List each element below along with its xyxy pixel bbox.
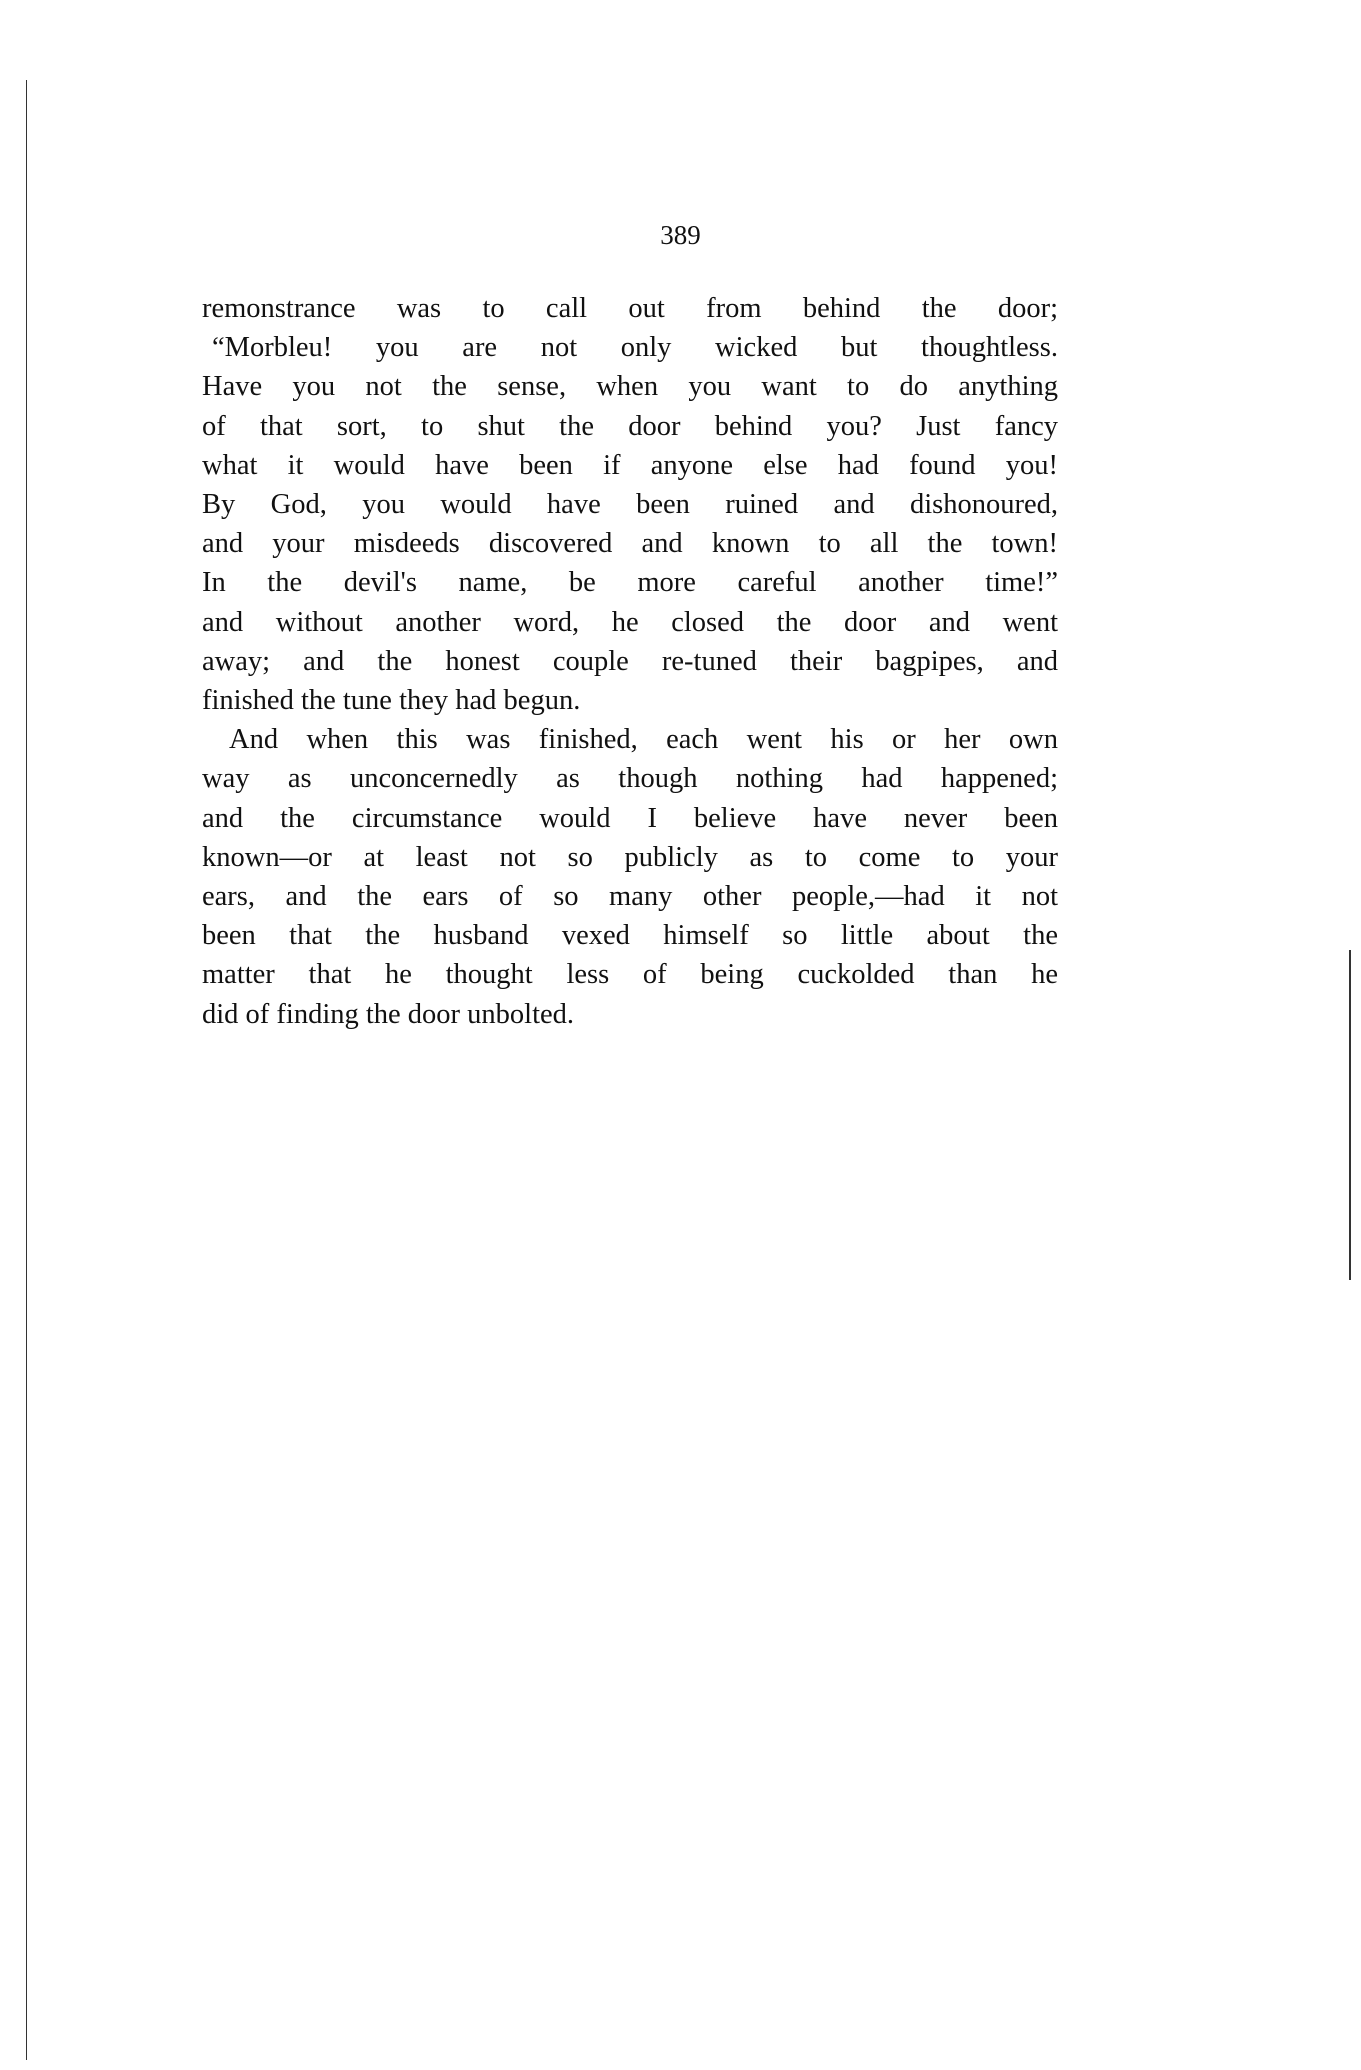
text-line: away; and the honest couple re-tuned their bagpipes, and (202, 645, 1058, 677)
text-line: In the devil's name, be more careful another time!” (202, 567, 1058, 599)
text-line: By God, you would have been ruined and dishonoured, (202, 489, 1058, 521)
text-line: ears, and the ears of so many other people,—had it not (202, 881, 1058, 913)
text-line: “Morbleu! you are not only wicked but thoughtless. (212, 332, 1058, 364)
page-number: 389 (660, 220, 701, 250)
scan-edge-line-left (26, 80, 27, 2060)
text-line: finished the tune they had begun. (202, 685, 581, 717)
text-line: of that sort, to shut the door behind you? Just fancy (202, 410, 1058, 442)
text-line: did of finding the door unbolted. (202, 998, 575, 1030)
text-line: way as unconcernedly as though nothing had happened; (202, 763, 1058, 795)
body-text (202, 289, 1058, 1034)
scan-edge-line-right (1349, 950, 1351, 1280)
text-line: and without another word, he closed the door and went (202, 606, 1058, 638)
text-line: known—or at least not so publicly as to come to your (202, 841, 1058, 873)
text-line: matter that he thought less of being cuckolded than he (202, 959, 1058, 991)
text-line: And when this was finished, each went his or her own (229, 724, 1058, 756)
text-line: remonstrance was to call out from behind the door; (202, 293, 1058, 324)
text-line: been that the husband vexed himself so little about the (202, 920, 1058, 952)
text-line: Have you not the sense, when you want to do anything (202, 371, 1058, 403)
text-line: and the circumstance would I believe have never been (202, 802, 1058, 834)
text-line: and your misdeeds discovered and known to all the town! (202, 528, 1058, 560)
text-line: what it would have been if anyone else had found you! (202, 449, 1058, 481)
